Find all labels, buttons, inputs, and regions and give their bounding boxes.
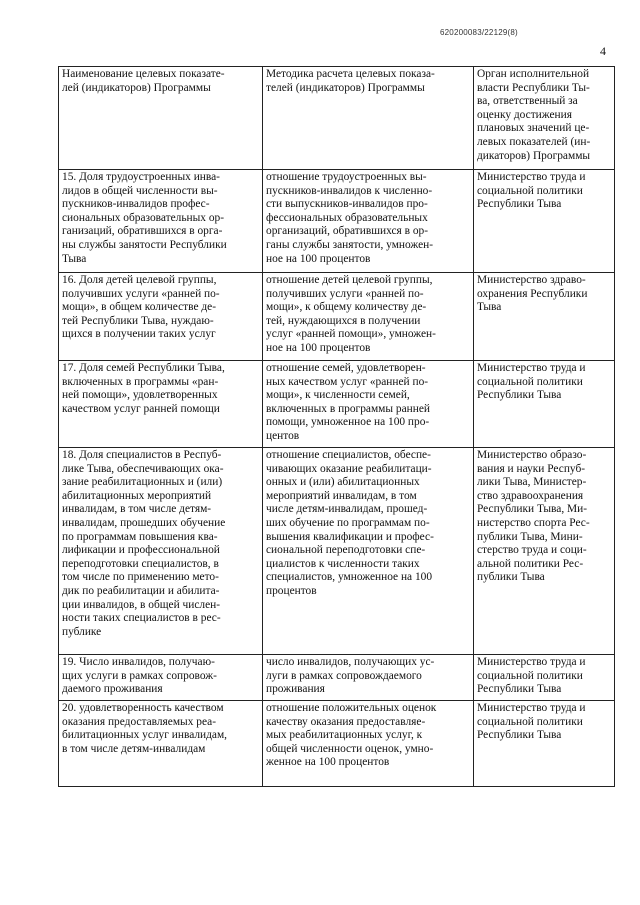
authority-cell: Министерство труда и социальной политики Республики Тыва	[474, 170, 615, 273]
method-cell: отношение семей, удовлетворен- ных качеством услуг «ранней по- мощи», к численности семей, включенных в программы ранней помощи, умноженное на 100 про- центов	[263, 361, 474, 448]
table-row	[59, 361, 615, 448]
indicator-cell: 18. Доля специалистов в Респуб- лике Тыва, обеспечивающих ока- зание реабилитационных и (или) абилитационных мероприятий инвалидам, в том числе детям- инвалидам, прошедших обучение по программам повышения ква- лификации и профессиональной переподготовки специалистов, в том числе по применению мето- дик по реабилитации и абилита- ции инвалидов, в общей числен- ности таких специалистов в рес- публике	[59, 448, 263, 655]
indicators-table	[58, 66, 615, 787]
authority-cell: Министерство здраво- охранения Республики Тыва	[474, 273, 615, 361]
method-cell: отношение трудоустроенных вы- пускников-инвалидов к численно- сти выпускников-инвалидов про- фессиональных образовательных организаций, обратившихся в ор- ганы службы занятости, умножен- ное на 100 процентов	[263, 170, 474, 273]
header-indicator-name: Наименование целевых показате- лей (индикаторов) Программы	[59, 67, 263, 170]
table-row	[59, 701, 615, 787]
authority-cell: Министерство труда и социальной политики Республики Тыва	[474, 361, 615, 448]
method-cell: отношение положительных оценок качеству оказания предоставляе- мых реабилитационных услуг, к общей численности оценок, умно- женное на 100 процентов	[263, 701, 474, 787]
table-row	[59, 273, 615, 361]
header-calculation-method: Методика расчета целевых показа- телей (индикаторов) Программы	[263, 67, 474, 170]
method-cell: число инвалидов, получающих ус- луги в рамках сопровождаемого проживания	[263, 655, 474, 701]
table-row	[59, 655, 615, 701]
table-row	[59, 448, 615, 655]
method-cell: отношение специалистов, обеспе- чивающих оказание реабилитаци- онных и (или) абилитационных мероприятий инвалидам, в том числе детям-инвалидам, прошед- ших обучение по программам по- вышения квалификации и профес- сиональной переподготовки спе- циалистов к численности таких специалистов, умноженное на 100 процентов	[263, 448, 474, 655]
authority-cell: Министерство труда и социальной политики Республики Тыва	[474, 701, 615, 787]
indicator-cell: 19. Число инвалидов, получаю- щих услуги в рамках сопровож- даемого проживания	[59, 655, 263, 701]
method-cell: отношение детей целевой группы, получивших услуги «ранней по- мощи», к общему количеству де- тей, нуждающихся в получении услуг «ранней помощи», умножен- ное на 100 процентов	[263, 273, 474, 361]
table-header-row	[59, 67, 615, 170]
page-number: 4	[600, 44, 606, 58]
indicator-cell: 16. Доля детей целевой группы, получивших услуги «ранней по- мощи», в общем количестве де- тей Республики Тыва, нуждаю- щихся в получении таких услуг	[59, 273, 263, 361]
authority-cell: Министерство труда и социальной политики Республики Тыва	[474, 655, 615, 701]
document-id: 620200083/22129(8)	[440, 28, 518, 37]
indicator-cell: 15. Доля трудоустроенных инва- лидов в общей численности вы- пускников-инвалидов профес- сиональных образовательных ор- ганизаций, обратившихся в орга- ны службы занятости Республики Тыва	[59, 170, 263, 273]
indicator-cell: 17. Доля семей Республики Тыва, включенных в программы «ран- ней помощи», удовлетворенных качеством услуг ранней помощи	[59, 361, 263, 448]
indicator-cell: 20. удовлетворенность качеством оказания предоставляемых реа- билитационных услуг инвалидам, в том числе детям-инвалидам	[59, 701, 263, 787]
table-row	[59, 170, 615, 273]
header-responsible-authority: Орган исполнительной власти Республики Ты- ва, ответственный за оценку достижения плановых значений це- левых показателей (ин- дикаторов) Программы	[474, 67, 615, 170]
authority-cell: Министерство образо- вания и науки Респуб- лики Тыва, Министер- ство здравоохранения Республики Тыва, Ми- нистерство спорта Рес- публики Тыва, Мини- стерство труда и соци- альной политики Рес- публики Тыва	[474, 448, 615, 655]
